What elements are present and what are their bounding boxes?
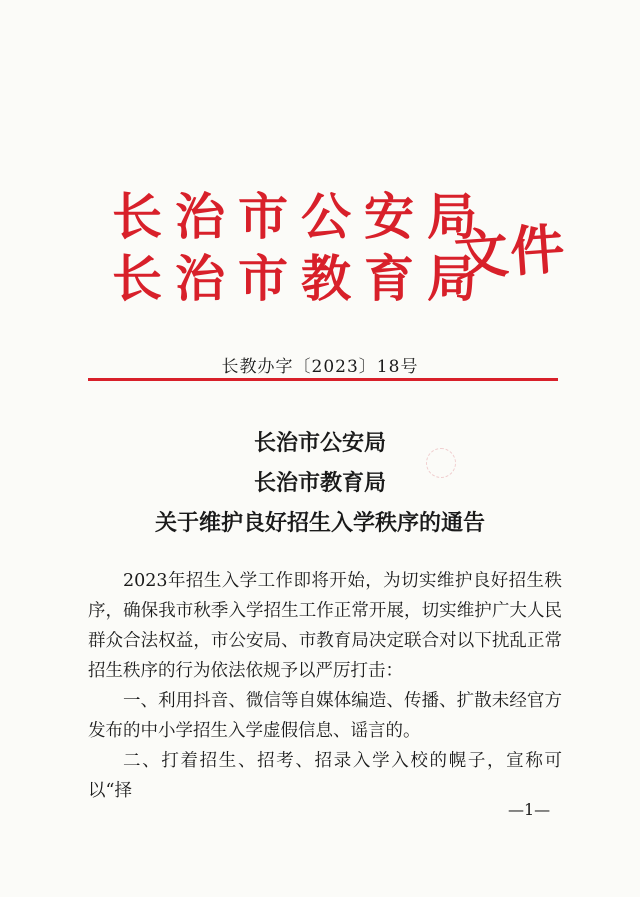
- issuer-public-security: 长治市公安局: [112, 188, 490, 246]
- title-line-1: 长治市公安局: [253, 431, 386, 456]
- issuing-authorities: [112, 186, 490, 310]
- body-paragraph-item-2: 二、打着招生、招考、招录入学入校的幌子，宣称可以“择: [88, 751, 562, 801]
- title-line-2: 长治市教育局: [253, 471, 386, 496]
- body-paragraph-intro: 2023年招生入学工作即将开始，为切实维护良好招生秩序，确保我市秋季入学招生工作正常开展，切实维护广大人民群众合法权益，市公安局、市教育局决定联合对以下扰乱正常招生秩序的行为依法依规予以严厉打击：: [88, 571, 562, 681]
- red-divider-line: [88, 378, 558, 381]
- document-type-label: 文件: [452, 217, 569, 288]
- issuer-education: 长治市教育局: [112, 250, 490, 308]
- faint-seal-mark: [426, 448, 456, 478]
- notice-body: [88, 566, 562, 806]
- body-paragraph-item-1: 一、利用抖音、微信等自媒体编造、传播、扩散未经官方发布的中小学招生入学虚假信息、谣言的。: [88, 691, 562, 741]
- document-number: 长教办字〔2023〕18号: [221, 357, 419, 377]
- page-number: —1—: [508, 800, 551, 819]
- notice-title: [0, 424, 640, 544]
- title-line-3: 关于维护良好招生入学秩序的通告: [154, 511, 485, 536]
